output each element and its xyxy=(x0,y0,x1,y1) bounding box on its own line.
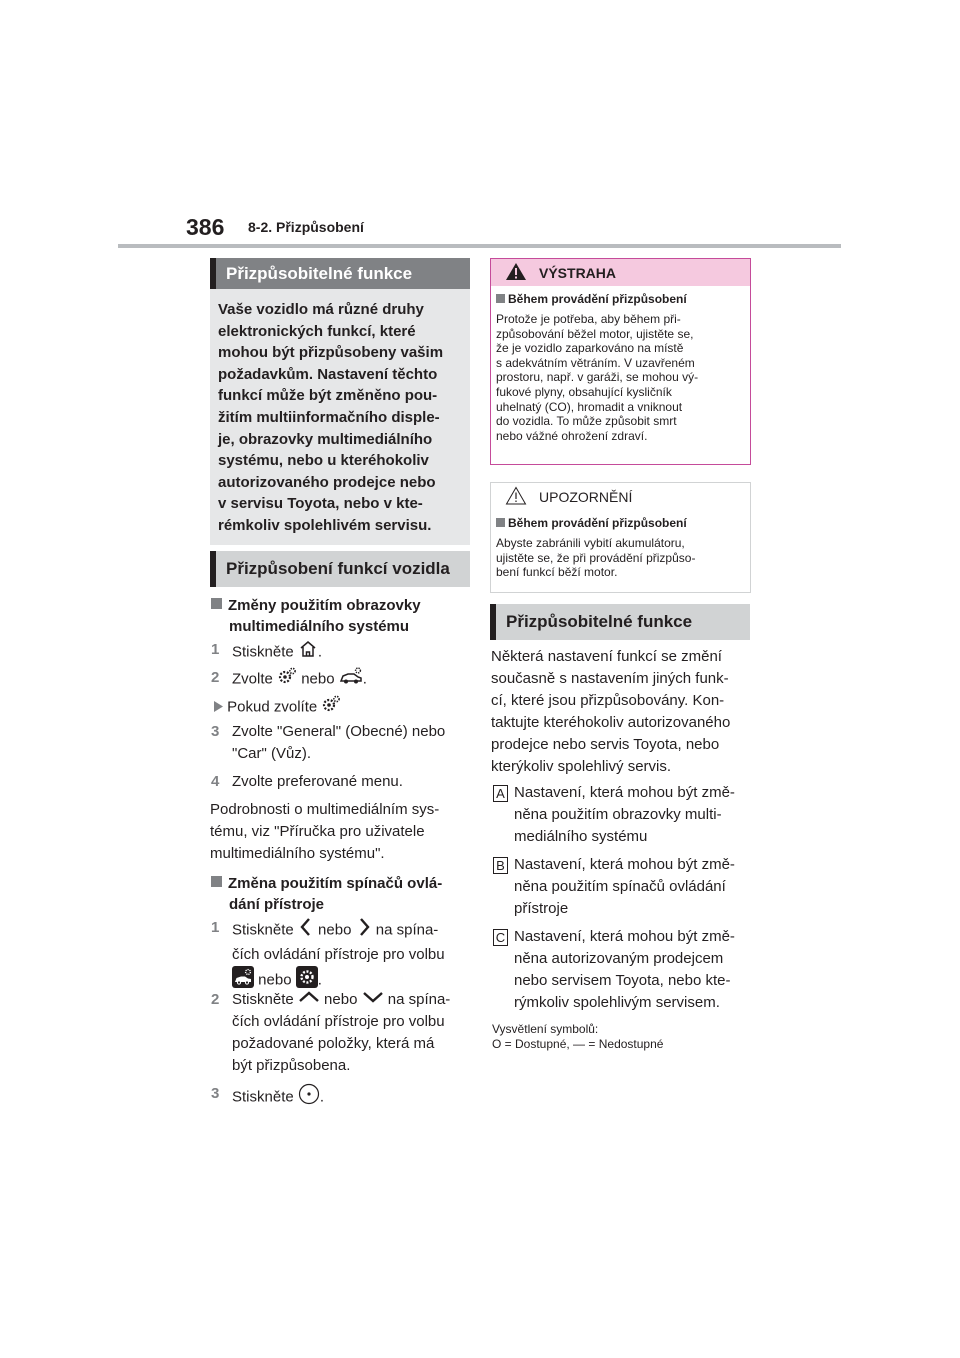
intro-line: požadavkům. Nastavení těchto xyxy=(218,365,438,383)
letter-badge: C xyxy=(493,929,508,946)
paragraph-line: multimediálního systému". xyxy=(210,845,385,862)
warning-header xyxy=(491,259,750,286)
legend-line: O = Dostupné, — = Nedostupné xyxy=(492,1037,664,1051)
item-line: něna použitím obrazovky multi- xyxy=(514,806,722,823)
step-text: Stiskněte xyxy=(232,1088,294,1106)
heading-vehicle-customization xyxy=(210,551,470,587)
step-text: "Car" (Vůz). xyxy=(232,745,311,762)
heading-text: Přizpůsobitelné funkce xyxy=(506,612,693,631)
step-text: nebo xyxy=(301,670,335,688)
warning-line: Protože je potřeba, aby během při- xyxy=(496,312,681,326)
right-paragraph xyxy=(491,646,753,778)
paragraph-line: tému, viz "Příručka pro uživatele xyxy=(210,823,425,840)
step-1 xyxy=(211,639,471,666)
warning-line: prostoru, např. v garáži, se mohou vý- xyxy=(496,370,699,385)
warning-triangle-icon xyxy=(505,262,527,284)
intro-line: elektronických funkcí, které xyxy=(218,322,416,340)
item-line: něna použitím spínačů ovládání xyxy=(514,878,726,895)
step-text: čích ovládání přístroje pro volbu xyxy=(232,1013,445,1031)
square-bullet xyxy=(211,598,222,609)
caution-box xyxy=(490,482,751,593)
warning-line: způsobování běžel motor, ujistěte se, xyxy=(496,326,694,341)
intro-line: rémkoliv spolehlivém servisu. xyxy=(218,516,432,534)
letter-badge: A xyxy=(493,785,508,802)
step-text: Stiskněte xyxy=(232,991,294,1008)
caution-subheading-text: Během provádění přizpůsobení xyxy=(508,516,687,530)
square-bullet xyxy=(496,518,505,527)
ok-button-icon xyxy=(298,1083,320,1112)
step-text: být přizpůsobena. xyxy=(232,1057,351,1075)
intro-line: Vaše vozidlo má různé druhy xyxy=(218,301,424,318)
paragraph-line: Některá nastavení funkcí se změní xyxy=(491,648,722,665)
legend-line: Vysvětlení symbolů: xyxy=(492,1022,599,1036)
step-number: 1 xyxy=(211,919,220,936)
step-3 xyxy=(211,721,471,765)
square-bullet xyxy=(211,876,222,887)
intro-line: mohou být přizpůsobeny vašim xyxy=(218,344,444,362)
caution-triangle-icon xyxy=(505,486,527,508)
square-bullet xyxy=(496,294,505,303)
subheading-meter-switches xyxy=(211,873,471,915)
item-line: něna autorizovaným prodejcem xyxy=(514,950,724,967)
item-line: mediálního systému xyxy=(514,828,648,845)
step-text: nebo xyxy=(258,971,292,989)
intro-line: funkcí může být změněno pou- xyxy=(218,387,438,405)
bullet-text: Pokud zvolíte xyxy=(227,698,318,716)
caution-line: Abyste zabránili vybití akumulátoru, xyxy=(496,536,685,550)
switch-step-3 xyxy=(211,1083,473,1112)
page-number: 386 xyxy=(186,214,225,240)
step-number: 2 xyxy=(211,991,220,1008)
legend-item-c xyxy=(493,926,755,1014)
step-text: požadované položky, která má xyxy=(232,1035,435,1053)
settings-gear-icon xyxy=(321,695,341,720)
item-line: Nastavení, která mohou být změ- xyxy=(514,784,735,801)
paragraph-line: cí, které jsou přizpůsobovány. Kon- xyxy=(491,692,725,709)
paragraph-line: kterýkoliv spolehlivý servis. xyxy=(491,758,672,775)
warning-text xyxy=(496,312,742,443)
step-text: nebo xyxy=(318,921,352,939)
step-text: . xyxy=(362,670,367,688)
settings-gear-icon xyxy=(277,667,297,692)
symbol-legend xyxy=(492,1022,754,1052)
step-number: 2 xyxy=(211,669,220,686)
item-line: rýmkoliv spolehlivým servisem. xyxy=(514,994,720,1011)
letter-badge: B xyxy=(493,857,508,874)
home-icon xyxy=(298,639,318,666)
item-line: přístroje xyxy=(514,900,569,917)
subheading-line: multimediálního systému xyxy=(229,618,410,635)
heading-customizable-functions xyxy=(210,258,470,289)
step-2 xyxy=(211,667,471,692)
intro-line: systému, nebo u kteréhokoliv xyxy=(218,452,429,470)
intro-line: autorizovaného prodejce nebo xyxy=(218,473,436,491)
step-number: 1 xyxy=(211,641,220,658)
warning-subheading-text: Během provádění přizpůsobení xyxy=(508,292,687,306)
item-line: Nastavení, která mohou být změ- xyxy=(514,928,735,945)
chevron-down-icon xyxy=(362,989,384,1011)
intro-line: v servisu Toyota, nebo v kte- xyxy=(218,495,423,513)
warning-line: že je vozidlo zaparkováno na místě xyxy=(496,341,684,356)
warning-line: fukové plyny, obsahující kysličník xyxy=(496,384,672,399)
subheading-multimedia xyxy=(211,595,471,637)
step-text: . xyxy=(317,643,323,661)
legend-item-b xyxy=(493,854,755,920)
step-text: čích ovládání přístroje pro volbu xyxy=(232,946,445,963)
step-text: Zvolte xyxy=(232,670,273,688)
paragraph-line: současně s nastavením jiných funk- xyxy=(491,670,729,687)
item-line: Nastavení, která mohou být změ- xyxy=(514,856,735,873)
bullet-item xyxy=(214,695,472,720)
item-line: nebo servisem Toyota, nebo kte- xyxy=(514,972,731,989)
step-4 xyxy=(211,771,471,793)
warning-box xyxy=(490,258,751,465)
step-number: 3 xyxy=(211,723,220,740)
paragraph-line: taktujte kteréhokoliv autorizovaného xyxy=(491,714,731,731)
step-text: . xyxy=(319,1088,325,1106)
step-text: Zvolte "General" (Obecné) nebo xyxy=(232,723,446,740)
step-text: Stiskněte xyxy=(232,643,294,661)
step-text: Stiskněte xyxy=(232,921,294,939)
warning-line: uhelnatý (CO), hromadit a vniknout xyxy=(496,399,683,414)
heading-text: Přizpůsobitelné funkce xyxy=(226,263,413,283)
step-text: nebo xyxy=(324,991,358,1008)
subheading-line: dání přístroje xyxy=(229,896,325,913)
warning-subheading xyxy=(496,292,750,306)
step-text: na spína- xyxy=(387,991,451,1008)
subheading-line: Změny použitím obrazovky xyxy=(228,597,421,614)
caution-header xyxy=(491,483,750,510)
chevron-left-icon xyxy=(298,917,314,944)
warning-line: do vozidla. To může způsobit smrt xyxy=(496,414,677,429)
step-text: Zvolte preferované menu. xyxy=(232,773,403,790)
paragraph-line: Podrobnosti o multimediálním sys- xyxy=(210,801,440,818)
switch-step-2 xyxy=(211,989,473,1077)
paragraph-line: prodejce nebo servis Toyota, nebo xyxy=(491,736,720,753)
section-title: 8-2. Přizpůsobení xyxy=(248,219,364,235)
heading-customizable-functions-right xyxy=(490,604,750,640)
caution-text xyxy=(496,536,742,580)
step-number: 4 xyxy=(211,773,220,790)
warning-title: VÝSTRAHA xyxy=(539,264,617,281)
chevron-up-icon xyxy=(298,989,320,1011)
legend-item-a xyxy=(493,782,755,848)
switch-step-1 xyxy=(211,917,473,995)
caution-title: UPOZORNĚNÍ xyxy=(539,488,633,505)
car-settings-icon xyxy=(339,667,363,692)
step-text: na spína- xyxy=(375,921,439,939)
multimedia-reference-paragraph xyxy=(210,799,472,865)
intro-line: je, obrazovky multimediálního xyxy=(218,430,433,448)
chevron-right-icon xyxy=(356,917,372,944)
step-text: . xyxy=(317,971,322,989)
caution-line: ujistěte se, že při provádění přizpůso- xyxy=(496,550,696,565)
warning-line: nebo vážné ohrožení zdraví. xyxy=(496,428,648,443)
header-rule xyxy=(118,244,841,248)
caution-line: bení funkcí běží motor. xyxy=(496,565,618,580)
intro-box xyxy=(210,289,470,545)
heading-text: Přizpůsobení funkcí vozidla xyxy=(226,559,450,578)
caution-subheading xyxy=(496,516,750,530)
intro-line: žitím multiinformačního disple- xyxy=(218,408,440,426)
triangle-bullet-icon xyxy=(214,697,223,719)
subheading-line: Změna použitím spínačů ovlá- xyxy=(228,875,443,892)
warning-line: s adekvátním větráním. V uzavřeném xyxy=(496,355,695,370)
step-number: 3 xyxy=(211,1085,220,1102)
